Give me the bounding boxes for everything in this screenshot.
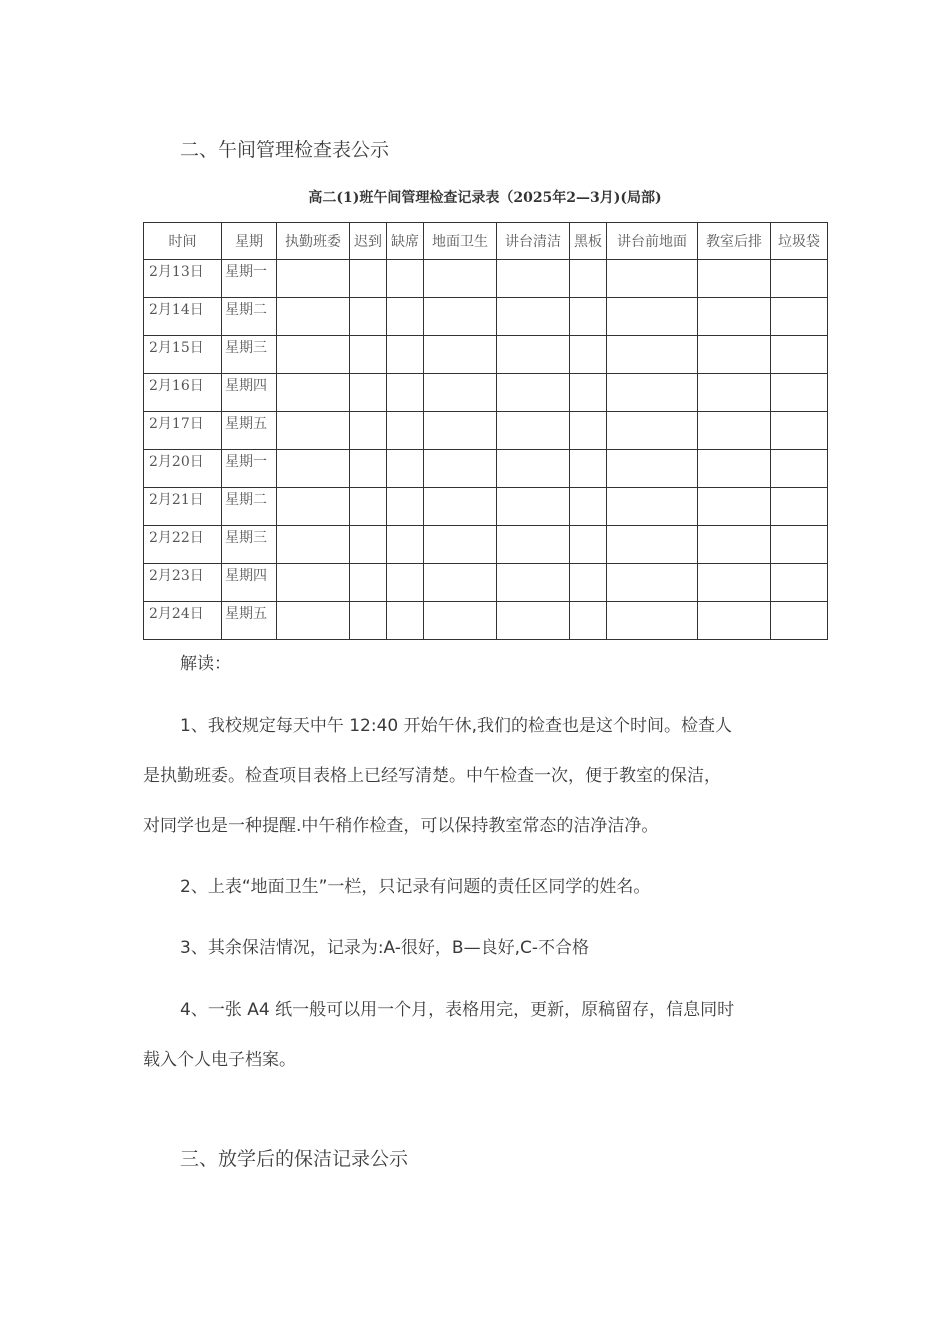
empty-record-cell <box>350 260 387 298</box>
weekday-text: 星期四 <box>225 378 267 394</box>
empty-record-cell <box>771 526 828 564</box>
empty-record-cell <box>570 298 607 336</box>
empty-record-cell <box>387 564 424 602</box>
weekday-cell <box>222 450 277 488</box>
paragraph-line: 3、其余保洁情况，记录为:A-很好，B—良好,C-不合格 <box>180 938 590 958</box>
empty-record-cell <box>698 260 771 298</box>
date-cell <box>144 564 222 602</box>
empty-record-cell <box>350 450 387 488</box>
empty-record-cell <box>424 526 497 564</box>
empty-record-cell <box>424 450 497 488</box>
empty-record-cell <box>350 374 387 412</box>
empty-record-cell <box>387 602 424 640</box>
empty-record-cell <box>497 602 570 640</box>
empty-record-cell <box>607 298 698 336</box>
column-header-absent: 缺席 <box>387 223 424 260</box>
empty-record-cell <box>497 564 570 602</box>
weekday-text: 星期二 <box>225 302 267 318</box>
date-cell <box>144 260 222 298</box>
empty-record-cell <box>277 602 350 640</box>
empty-record-cell <box>570 450 607 488</box>
empty-record-cell <box>698 298 771 336</box>
interpretation-paragraph-3 <box>143 936 827 960</box>
empty-record-cell <box>698 602 771 640</box>
weekday-cell <box>222 374 277 412</box>
section-heading-after-school-cleaning: 三、放学后的保洁记录公示 <box>180 1148 409 1170</box>
empty-record-cell <box>607 336 698 374</box>
date-text: 2月24日 <box>149 606 204 622</box>
column-header-podium-cleaning: 讲台清洁 <box>497 223 570 260</box>
date-cell <box>144 374 222 412</box>
date-cell <box>144 336 222 374</box>
weekday-cell <box>222 298 277 336</box>
column-header-back-rows: 教室后排 <box>698 223 771 260</box>
empty-record-cell <box>350 488 387 526</box>
table-row <box>144 336 828 374</box>
table-row <box>144 602 828 640</box>
date-text: 2月16日 <box>149 378 204 394</box>
empty-record-cell <box>277 412 350 450</box>
interpretation-paragraph-2 <box>143 875 827 899</box>
empty-record-cell <box>771 488 828 526</box>
empty-record-cell <box>607 450 698 488</box>
table-header-row <box>144 223 828 260</box>
paragraph-line: 4、一张 A4 纸一般可以用一个月，表格用完，更新，原稿留存，信息同时 <box>180 1000 735 1020</box>
empty-record-cell <box>497 450 570 488</box>
empty-record-cell <box>387 526 424 564</box>
column-header-time: 时间 <box>144 223 222 260</box>
section-heading-noon-check: 二、午间管理检查表公示 <box>180 139 390 161</box>
date-text: 2月23日 <box>149 568 204 584</box>
date-text: 2月15日 <box>149 340 204 356</box>
column-header-weekday: 星期 <box>222 223 277 260</box>
empty-record-cell <box>277 260 350 298</box>
empty-record-cell <box>698 564 771 602</box>
table-row <box>144 412 828 450</box>
interpretation-label: 解读： <box>180 654 231 674</box>
empty-record-cell <box>771 374 828 412</box>
weekday-text: 星期四 <box>225 568 267 584</box>
empty-record-cell <box>698 412 771 450</box>
weekday-cell <box>222 412 277 450</box>
empty-record-cell <box>570 602 607 640</box>
table-row <box>144 488 828 526</box>
empty-record-cell <box>771 602 828 640</box>
interpretation-paragraph-4 <box>143 998 827 1072</box>
table-row <box>144 526 828 564</box>
empty-record-cell <box>698 526 771 564</box>
paragraph-line: 是执勤班委。检查项目表格上已经写清楚。中午检查一次，便于教室的保洁， <box>143 766 721 786</box>
empty-record-cell <box>424 602 497 640</box>
empty-record-cell <box>497 374 570 412</box>
empty-record-cell <box>771 336 828 374</box>
weekday-text: 星期五 <box>225 416 267 432</box>
empty-record-cell <box>698 336 771 374</box>
date-cell <box>144 488 222 526</box>
empty-record-cell <box>387 298 424 336</box>
empty-record-cell <box>570 260 607 298</box>
empty-record-cell <box>277 374 350 412</box>
table-row <box>144 450 828 488</box>
weekday-cell <box>222 336 277 374</box>
empty-record-cell <box>350 412 387 450</box>
empty-record-cell <box>607 412 698 450</box>
paragraph-line: 2、上表“地面卫生”一栏，只记录有问题的责任区同学的姓名。 <box>180 877 651 897</box>
empty-record-cell <box>771 450 828 488</box>
date-cell <box>144 526 222 564</box>
weekday-cell <box>222 602 277 640</box>
table-body <box>144 260 828 640</box>
empty-record-cell <box>497 412 570 450</box>
empty-record-cell <box>607 488 698 526</box>
weekday-cell <box>222 260 277 298</box>
interpretation-paragraph-1 <box>143 714 827 838</box>
date-cell <box>144 298 222 336</box>
empty-record-cell <box>570 526 607 564</box>
weekday-cell <box>222 564 277 602</box>
column-header-floor-hygiene: 地面卫生 <box>424 223 497 260</box>
paragraph-line: 1、我校规定每天中午 12:40 开始午休,我们的检查也是这个时间。检查人 <box>180 716 733 736</box>
date-text: 2月21日 <box>149 492 204 508</box>
date-text: 2月17日 <box>149 416 204 432</box>
empty-record-cell <box>350 526 387 564</box>
weekday-text: 星期二 <box>225 492 267 508</box>
column-header-floor-before-podium: 讲台前地面 <box>607 223 698 260</box>
empty-record-cell <box>424 336 497 374</box>
empty-record-cell <box>350 602 387 640</box>
empty-record-cell <box>607 564 698 602</box>
date-cell <box>144 450 222 488</box>
empty-record-cell <box>387 450 424 488</box>
empty-record-cell <box>570 564 607 602</box>
paragraph-line: 对同学也是一种提醒.中午稍作检查，可以保持教室常态的洁净洁净。 <box>143 816 659 836</box>
empty-record-cell <box>350 298 387 336</box>
empty-record-cell <box>497 260 570 298</box>
date-text: 2月20日 <box>149 454 204 470</box>
empty-record-cell <box>424 564 497 602</box>
date-cell <box>144 602 222 640</box>
empty-record-cell <box>497 488 570 526</box>
empty-record-cell <box>350 564 387 602</box>
weekday-text: 星期三 <box>225 530 267 546</box>
empty-record-cell <box>387 260 424 298</box>
empty-record-cell <box>607 374 698 412</box>
empty-record-cell <box>497 298 570 336</box>
column-header-late: 迟到 <box>350 223 387 260</box>
empty-record-cell <box>570 336 607 374</box>
empty-record-cell <box>497 526 570 564</box>
date-text: 2月22日 <box>149 530 204 546</box>
empty-record-cell <box>570 488 607 526</box>
empty-record-cell <box>387 488 424 526</box>
empty-record-cell <box>771 412 828 450</box>
empty-record-cell <box>607 260 698 298</box>
empty-record-cell <box>698 374 771 412</box>
empty-record-cell <box>277 564 350 602</box>
empty-record-cell <box>607 526 698 564</box>
empty-record-cell <box>771 298 828 336</box>
column-header-blackboard: 黑板 <box>570 223 607 260</box>
empty-record-cell <box>387 374 424 412</box>
empty-record-cell <box>277 336 350 374</box>
weekday-text: 星期三 <box>225 340 267 356</box>
weekday-text: 星期一 <box>225 264 267 280</box>
empty-record-cell <box>771 564 828 602</box>
table-row <box>144 298 828 336</box>
empty-record-cell <box>277 450 350 488</box>
column-header-trash-bag: 垃圾袋 <box>771 223 828 260</box>
weekday-text: 星期五 <box>225 606 267 622</box>
empty-record-cell <box>387 412 424 450</box>
noon-check-table <box>143 222 828 640</box>
empty-record-cell <box>350 336 387 374</box>
empty-record-cell <box>698 488 771 526</box>
empty-record-cell <box>387 336 424 374</box>
empty-record-cell <box>277 526 350 564</box>
empty-record-cell <box>424 298 497 336</box>
empty-record-cell <box>424 488 497 526</box>
weekday-text: 星期一 <box>225 454 267 470</box>
table-row <box>144 260 828 298</box>
empty-record-cell <box>607 602 698 640</box>
empty-record-cell <box>277 488 350 526</box>
empty-record-cell <box>424 374 497 412</box>
column-header-duty-monitor: 执勤班委 <box>277 223 350 260</box>
empty-record-cell <box>570 412 607 450</box>
paragraph-line: 载入个人电子档案。 <box>143 1050 296 1070</box>
weekday-cell <box>222 488 277 526</box>
date-text: 2月13日 <box>149 264 204 280</box>
empty-record-cell <box>698 450 771 488</box>
table-row <box>144 374 828 412</box>
empty-record-cell <box>771 260 828 298</box>
empty-record-cell <box>570 374 607 412</box>
date-cell <box>144 412 222 450</box>
empty-record-cell <box>424 260 497 298</box>
empty-record-cell <box>424 412 497 450</box>
empty-record-cell <box>277 298 350 336</box>
date-text: 2月14日 <box>149 302 204 318</box>
table-row <box>144 564 828 602</box>
table-caption: 高二(1)班午间管理检查记录表（2025年2—3月)(局部) <box>308 190 662 206</box>
empty-record-cell <box>497 336 570 374</box>
weekday-cell <box>222 526 277 564</box>
